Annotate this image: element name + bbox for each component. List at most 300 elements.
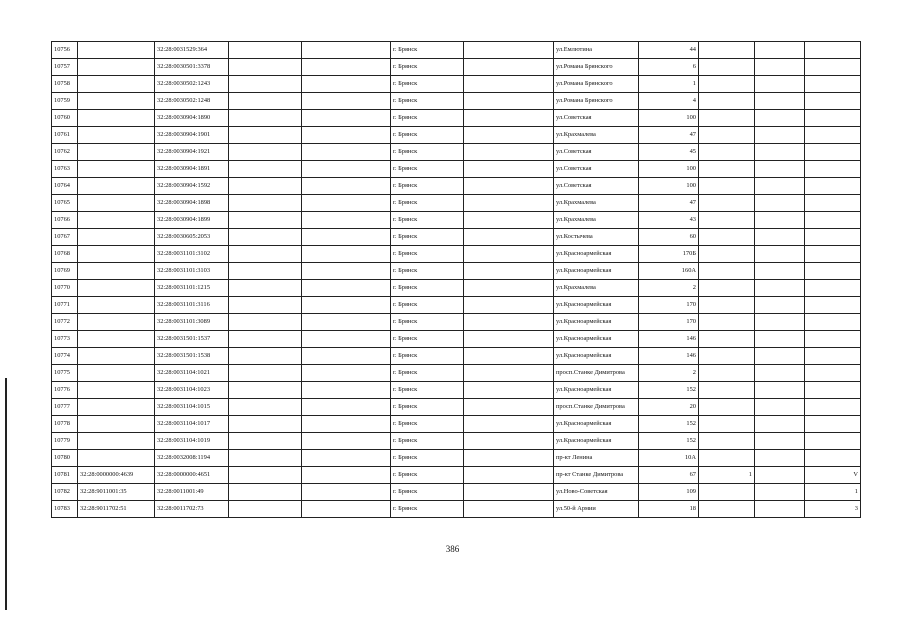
table-cell: 67 bbox=[639, 467, 699, 484]
table-cell bbox=[78, 297, 155, 314]
table-cell: 10767 bbox=[52, 229, 78, 246]
table-cell bbox=[699, 76, 755, 93]
table-cell bbox=[755, 348, 805, 365]
table-cell bbox=[755, 93, 805, 110]
table-cell bbox=[229, 297, 302, 314]
table-cell bbox=[805, 178, 861, 195]
table-cell bbox=[229, 484, 302, 501]
table-row bbox=[52, 212, 861, 229]
table-cell bbox=[755, 467, 805, 484]
margin-line bbox=[5, 378, 7, 610]
table-row bbox=[52, 76, 861, 93]
table-cell: 10А bbox=[639, 450, 699, 467]
table-cell bbox=[302, 450, 391, 467]
table-cell bbox=[699, 161, 755, 178]
table-cell: г. Брянск bbox=[391, 178, 464, 195]
table-cell bbox=[699, 365, 755, 382]
table-cell bbox=[229, 314, 302, 331]
table-cell bbox=[805, 144, 861, 161]
table-cell bbox=[699, 297, 755, 314]
table-cell bbox=[229, 76, 302, 93]
table-cell bbox=[755, 144, 805, 161]
table-cell: V bbox=[805, 467, 861, 484]
table-row bbox=[52, 348, 861, 365]
table-cell: 2 bbox=[639, 365, 699, 382]
table-cell bbox=[464, 59, 554, 76]
table-cell bbox=[699, 263, 755, 280]
table-cell: ул.Романа Брянского bbox=[554, 59, 639, 76]
table-cell bbox=[755, 501, 805, 518]
table-row bbox=[52, 433, 861, 450]
table-cell bbox=[755, 195, 805, 212]
table-cell bbox=[464, 212, 554, 229]
table-cell bbox=[699, 399, 755, 416]
table-cell: ул.Красноармейская bbox=[554, 382, 639, 399]
table-cell: 152 bbox=[639, 416, 699, 433]
table-cell: 10779 bbox=[52, 433, 78, 450]
table-cell bbox=[699, 110, 755, 127]
page-number: 386 bbox=[445, 544, 460, 554]
table-cell bbox=[302, 178, 391, 195]
table-cell bbox=[302, 365, 391, 382]
table-cell bbox=[229, 467, 302, 484]
table-cell: г. Брянск bbox=[391, 195, 464, 212]
table-cell: 10782 bbox=[52, 484, 78, 501]
table-cell bbox=[755, 212, 805, 229]
table-cell: 32:28:0031501:1538 bbox=[155, 348, 229, 365]
table-cell bbox=[229, 382, 302, 399]
table-cell bbox=[78, 93, 155, 110]
table-cell: г. Брянск bbox=[391, 161, 464, 178]
table-cell bbox=[78, 178, 155, 195]
table-cell: 1 bbox=[805, 484, 861, 501]
table-cell bbox=[464, 450, 554, 467]
table-cell: пр-кт Ленина bbox=[554, 450, 639, 467]
table-cell bbox=[464, 195, 554, 212]
table-cell bbox=[805, 399, 861, 416]
table-cell: 32:28:9011702:51 bbox=[78, 501, 155, 518]
table-cell bbox=[699, 144, 755, 161]
table-cell: 10763 bbox=[52, 161, 78, 178]
table-cell bbox=[302, 484, 391, 501]
table-cell: г. Брянск bbox=[391, 348, 464, 365]
table-cell bbox=[805, 297, 861, 314]
table-cell: пр-кт Станке Димитрова bbox=[554, 467, 639, 484]
table-cell: г. Брянск bbox=[391, 263, 464, 280]
table-cell: ул.Красноармейская bbox=[554, 416, 639, 433]
table-cell: ул.Емлютина bbox=[554, 42, 639, 59]
table-cell bbox=[699, 280, 755, 297]
table-cell: ул.Советская bbox=[554, 178, 639, 195]
table-cell: 100 bbox=[639, 178, 699, 195]
table-cell: 47 bbox=[639, 127, 699, 144]
table-cell bbox=[78, 212, 155, 229]
table-cell bbox=[302, 144, 391, 161]
table-cell bbox=[464, 314, 554, 331]
table-row bbox=[52, 280, 861, 297]
table-cell bbox=[302, 76, 391, 93]
table-cell bbox=[302, 399, 391, 416]
table-cell bbox=[464, 467, 554, 484]
table-cell bbox=[805, 161, 861, 178]
table-cell: 10757 bbox=[52, 59, 78, 76]
table-cell: 152 bbox=[639, 433, 699, 450]
table-cell: 10781 bbox=[52, 467, 78, 484]
table-cell: 32:28:0031101:3103 bbox=[155, 263, 229, 280]
table-cell: г. Брянск bbox=[391, 229, 464, 246]
table-cell bbox=[755, 59, 805, 76]
table-cell bbox=[229, 280, 302, 297]
table-cell: 6 bbox=[639, 59, 699, 76]
table-cell bbox=[78, 365, 155, 382]
table-row bbox=[52, 365, 861, 382]
table-cell bbox=[464, 127, 554, 144]
table-cell: 32:28:0030501:3378 bbox=[155, 59, 229, 76]
table-row bbox=[52, 59, 861, 76]
table-cell bbox=[755, 280, 805, 297]
table-row bbox=[52, 399, 861, 416]
table-cell bbox=[699, 348, 755, 365]
table-cell bbox=[755, 42, 805, 59]
table-cell: 10774 bbox=[52, 348, 78, 365]
table-cell: 32:28:0031104:1017 bbox=[155, 416, 229, 433]
table-cell bbox=[464, 42, 554, 59]
table-cell: 10756 bbox=[52, 42, 78, 59]
table-cell bbox=[302, 195, 391, 212]
table-cell: 10775 bbox=[52, 365, 78, 382]
table-cell: просп.Станке Димитрова bbox=[554, 365, 639, 382]
table-cell: г. Брянск bbox=[391, 42, 464, 59]
table-cell: ул.Крахмалева bbox=[554, 195, 639, 212]
table-cell: г. Брянск bbox=[391, 212, 464, 229]
table-cell bbox=[755, 382, 805, 399]
table-cell: 1 bbox=[639, 76, 699, 93]
table-row bbox=[52, 127, 861, 144]
table-row bbox=[52, 110, 861, 127]
table-cell bbox=[229, 399, 302, 416]
table-cell bbox=[805, 416, 861, 433]
table-cell bbox=[78, 348, 155, 365]
table-cell bbox=[302, 110, 391, 127]
table-cell bbox=[78, 433, 155, 450]
table-cell: 100 bbox=[639, 110, 699, 127]
table-cell bbox=[229, 433, 302, 450]
table-cell bbox=[78, 416, 155, 433]
table-cell bbox=[229, 450, 302, 467]
table-cell: г. Брянск bbox=[391, 501, 464, 518]
table-cell: просп.Станке Димитрова bbox=[554, 399, 639, 416]
table-cell: 10776 bbox=[52, 382, 78, 399]
table-cell: 32:28:0031501:1537 bbox=[155, 331, 229, 348]
table-row bbox=[52, 501, 861, 518]
table-cell bbox=[699, 42, 755, 59]
table-cell: ул.Советская bbox=[554, 161, 639, 178]
table-cell: 10766 bbox=[52, 212, 78, 229]
table-cell bbox=[78, 263, 155, 280]
table-cell: 43 bbox=[639, 212, 699, 229]
table-cell: 32:28:0030502:1243 bbox=[155, 76, 229, 93]
table-row bbox=[52, 314, 861, 331]
table-cell bbox=[229, 263, 302, 280]
table-cell: ул.Костычева bbox=[554, 229, 639, 246]
table-cell bbox=[464, 280, 554, 297]
registry-table bbox=[51, 41, 861, 518]
table-cell: г. Брянск bbox=[391, 110, 464, 127]
table-cell: 10768 bbox=[52, 246, 78, 263]
table-cell bbox=[755, 450, 805, 467]
table-cell bbox=[229, 144, 302, 161]
table-cell: 32:28:0031104:1019 bbox=[155, 433, 229, 450]
table-cell: 10772 bbox=[52, 314, 78, 331]
table-cell: ул.Крахмалева bbox=[554, 212, 639, 229]
table-cell bbox=[464, 110, 554, 127]
table-cell bbox=[805, 59, 861, 76]
table-cell: 10760 bbox=[52, 110, 78, 127]
table-cell: г. Брянск bbox=[391, 280, 464, 297]
table-cell bbox=[229, 110, 302, 127]
table-cell: ул.Романа Брянского bbox=[554, 93, 639, 110]
table-cell bbox=[464, 246, 554, 263]
table-cell: 32:28:0032008:1194 bbox=[155, 450, 229, 467]
table-cell bbox=[78, 42, 155, 59]
table-cell: ул.Крахмалева bbox=[554, 280, 639, 297]
table-cell bbox=[302, 280, 391, 297]
table-cell bbox=[755, 76, 805, 93]
table-cell: 32:28:0031529:364 bbox=[155, 42, 229, 59]
table-cell bbox=[755, 433, 805, 450]
table-cell bbox=[464, 382, 554, 399]
table-cell bbox=[229, 42, 302, 59]
table-cell: 10770 bbox=[52, 280, 78, 297]
table-row bbox=[52, 93, 861, 110]
table-cell bbox=[805, 314, 861, 331]
table-cell bbox=[464, 365, 554, 382]
table-cell bbox=[302, 416, 391, 433]
table-cell: г. Брянск bbox=[391, 450, 464, 467]
table-cell bbox=[699, 229, 755, 246]
table-cell bbox=[229, 365, 302, 382]
table-cell: 146 bbox=[639, 348, 699, 365]
table-cell: 18 bbox=[639, 501, 699, 518]
table-cell: 32:28:0031104:1015 bbox=[155, 399, 229, 416]
table-row bbox=[52, 484, 861, 501]
table-cell: 44 bbox=[639, 42, 699, 59]
table-cell bbox=[699, 212, 755, 229]
table-cell bbox=[78, 110, 155, 127]
table-cell bbox=[78, 76, 155, 93]
table-row bbox=[52, 161, 861, 178]
table-cell: ул.Крахмалева bbox=[554, 127, 639, 144]
table-cell: ул.Красноармейская bbox=[554, 263, 639, 280]
table-cell bbox=[805, 42, 861, 59]
table-cell bbox=[464, 263, 554, 280]
table-cell: г. Брянск bbox=[391, 127, 464, 144]
table-cell: 10778 bbox=[52, 416, 78, 433]
table-cell: ул.Красноармейская bbox=[554, 314, 639, 331]
table-cell bbox=[464, 484, 554, 501]
table-cell: 32:28:0011001:49 bbox=[155, 484, 229, 501]
table-cell: г. Брянск bbox=[391, 144, 464, 161]
table-cell bbox=[229, 127, 302, 144]
table-cell: 146 bbox=[639, 331, 699, 348]
table-cell bbox=[229, 212, 302, 229]
table-cell: 10761 bbox=[52, 127, 78, 144]
table-cell: г. Брянск bbox=[391, 59, 464, 76]
table-cell bbox=[464, 161, 554, 178]
table-cell bbox=[229, 178, 302, 195]
table-row bbox=[52, 263, 861, 280]
table-cell bbox=[464, 501, 554, 518]
table-cell: г. Брянск bbox=[391, 484, 464, 501]
table-cell: 32:28:0031101:1215 bbox=[155, 280, 229, 297]
table-cell bbox=[699, 331, 755, 348]
table-cell bbox=[302, 229, 391, 246]
table-cell: 10764 bbox=[52, 178, 78, 195]
table-cell: 45 bbox=[639, 144, 699, 161]
table-cell: ул.Ново-Советская bbox=[554, 484, 639, 501]
table-cell bbox=[805, 450, 861, 467]
table-cell bbox=[805, 195, 861, 212]
table-cell bbox=[755, 365, 805, 382]
table-cell bbox=[78, 195, 155, 212]
table-cell: ул.Красноармейская bbox=[554, 331, 639, 348]
table-cell bbox=[302, 501, 391, 518]
table-cell bbox=[229, 348, 302, 365]
table-cell bbox=[464, 229, 554, 246]
table-cell: 20 bbox=[639, 399, 699, 416]
table-row bbox=[52, 331, 861, 348]
table-cell bbox=[464, 399, 554, 416]
table-cell: 32:28:0030904:1891 bbox=[155, 161, 229, 178]
table-cell: 170Б bbox=[639, 246, 699, 263]
table-cell bbox=[464, 433, 554, 450]
table-cell: 10759 bbox=[52, 93, 78, 110]
table-cell bbox=[464, 297, 554, 314]
table-cell: 3 bbox=[805, 501, 861, 518]
table-cell: 32:28:0000000:4651 bbox=[155, 467, 229, 484]
table-cell bbox=[302, 212, 391, 229]
table-cell: 32:28:0031104:1023 bbox=[155, 382, 229, 399]
table-cell bbox=[755, 246, 805, 263]
table-cell bbox=[755, 229, 805, 246]
table-cell: ул.50-й Армии bbox=[554, 501, 639, 518]
table-cell: г. Брянск bbox=[391, 314, 464, 331]
table-cell: г. Брянск bbox=[391, 93, 464, 110]
table-cell: г. Брянск bbox=[391, 433, 464, 450]
table-cell bbox=[805, 348, 861, 365]
table-cell: 10780 bbox=[52, 450, 78, 467]
table-cell: 10758 bbox=[52, 76, 78, 93]
table-cell: 32:28:0030904:1899 bbox=[155, 212, 229, 229]
table-cell bbox=[699, 195, 755, 212]
table-cell: 10783 bbox=[52, 501, 78, 518]
table-cell: 32:28:0000000:4639 bbox=[78, 467, 155, 484]
table-cell bbox=[699, 382, 755, 399]
table-cell: 32:28:0031101:3116 bbox=[155, 297, 229, 314]
table-row bbox=[52, 178, 861, 195]
table-cell: г. Брянск bbox=[391, 331, 464, 348]
table-cell bbox=[302, 263, 391, 280]
table-cell bbox=[464, 348, 554, 365]
table-cell bbox=[78, 246, 155, 263]
table-row bbox=[52, 246, 861, 263]
table-cell bbox=[302, 246, 391, 263]
table-cell: г. Брянск bbox=[391, 365, 464, 382]
table-cell: 160А bbox=[639, 263, 699, 280]
table-cell bbox=[302, 467, 391, 484]
table-row bbox=[52, 467, 861, 484]
table-cell bbox=[805, 212, 861, 229]
table-cell bbox=[755, 314, 805, 331]
table-cell: г. Брянск bbox=[391, 76, 464, 93]
table-cell bbox=[229, 416, 302, 433]
table-cell: 10765 bbox=[52, 195, 78, 212]
table-cell bbox=[229, 501, 302, 518]
table-cell bbox=[464, 331, 554, 348]
table-row bbox=[52, 195, 861, 212]
table-cell: г. Брянск bbox=[391, 416, 464, 433]
table-cell: г. Брянск bbox=[391, 246, 464, 263]
table-cell bbox=[78, 59, 155, 76]
table-cell: ул.Советская bbox=[554, 144, 639, 161]
table-cell: 2 bbox=[639, 280, 699, 297]
table-cell bbox=[229, 229, 302, 246]
table-cell bbox=[805, 280, 861, 297]
table-cell: 4 bbox=[639, 93, 699, 110]
table-cell bbox=[302, 59, 391, 76]
table-cell bbox=[699, 501, 755, 518]
table-cell bbox=[699, 127, 755, 144]
table-cell bbox=[229, 195, 302, 212]
table-row bbox=[52, 144, 861, 161]
table-cell bbox=[699, 450, 755, 467]
table-cell: 152 bbox=[639, 382, 699, 399]
table-cell bbox=[755, 178, 805, 195]
table-cell bbox=[805, 365, 861, 382]
table-cell bbox=[755, 297, 805, 314]
table-cell bbox=[302, 382, 391, 399]
table-cell: 32:28:0030904:1890 bbox=[155, 110, 229, 127]
table-cell: ул.Советская bbox=[554, 110, 639, 127]
table-cell bbox=[699, 314, 755, 331]
table-cell: ул.Красноармейская bbox=[554, 246, 639, 263]
table-cell bbox=[302, 161, 391, 178]
table-row bbox=[52, 42, 861, 59]
table-cell bbox=[755, 161, 805, 178]
table-cell bbox=[805, 229, 861, 246]
table-cell bbox=[699, 433, 755, 450]
table-cell bbox=[78, 127, 155, 144]
table-cell: 32:28:0031101:3102 bbox=[155, 246, 229, 263]
table-cell bbox=[464, 144, 554, 161]
table-cell: 10771 bbox=[52, 297, 78, 314]
table-cell bbox=[805, 127, 861, 144]
table-row bbox=[52, 229, 861, 246]
table-cell: 32:28:0030904:1592 bbox=[155, 178, 229, 195]
table-cell bbox=[302, 433, 391, 450]
table-cell bbox=[805, 263, 861, 280]
table-cell: г. Брянск bbox=[391, 467, 464, 484]
table-cell bbox=[229, 93, 302, 110]
table-cell bbox=[464, 76, 554, 93]
table-cell bbox=[302, 331, 391, 348]
table-cell: 100 bbox=[639, 161, 699, 178]
registry-table-body bbox=[52, 42, 861, 518]
table-cell bbox=[699, 416, 755, 433]
table-cell: г. Брянск bbox=[391, 382, 464, 399]
table-cell bbox=[78, 450, 155, 467]
table-cell bbox=[464, 178, 554, 195]
